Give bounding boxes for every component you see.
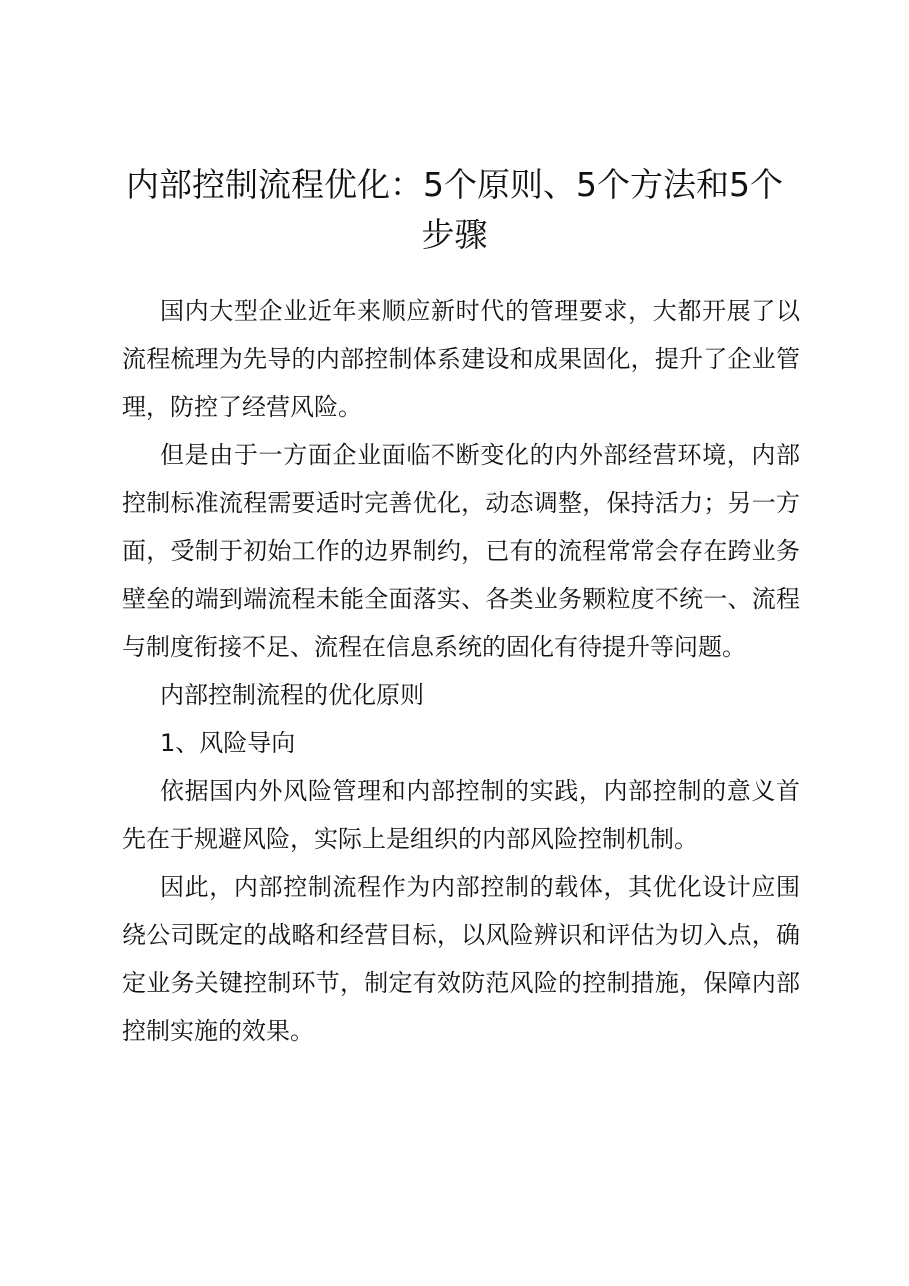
document-body	[122, 287, 800, 1055]
subheading-risk-oriented: 1、风险导向	[160, 729, 296, 757]
paragraph-therefore: 因此，内部控制流程作为内部控制的载体，其优化设计应围绕公司既定的战略和经营目标，以风险辨识和评估为切入点，确定业务关键控制环节，制定有效防范风险的控制措施，保障内部控制实施的效果。	[122, 873, 800, 1045]
paragraph-intro: 国内大型企业近年来顺应新时代的管理要求，大都开展了以流程梳理为先导的内部控制体系建设和成果固化，提升了企业管理，防控了经营风险。	[122, 297, 800, 421]
paragraph-background: 但是由于一方面企业面临不断变化的内外部经营环境，内部控制标准流程需要适时完善优化，动态调整，保持活力；另一方面，受制于初始工作的边界制约，已有的流程常常会存在跨业务壁垒的端到端流程未能全面落实、各类业务颗粒度不统一、流程与制度衔接不足、流程在信息系统的固化有待提升等问题。	[122, 441, 800, 661]
paragraph-risk-practice: 依据国内外风险管理和内部控制的实践，内部控制的意义首先在于规避风险，实际上是组织的内部风险控制机制。	[122, 777, 800, 853]
document-title: 内部控制流程优化：5个原则、5个方法和5个步骤	[126, 165, 783, 254]
section-heading-principles: 内部控制流程的优化原则	[160, 681, 424, 709]
